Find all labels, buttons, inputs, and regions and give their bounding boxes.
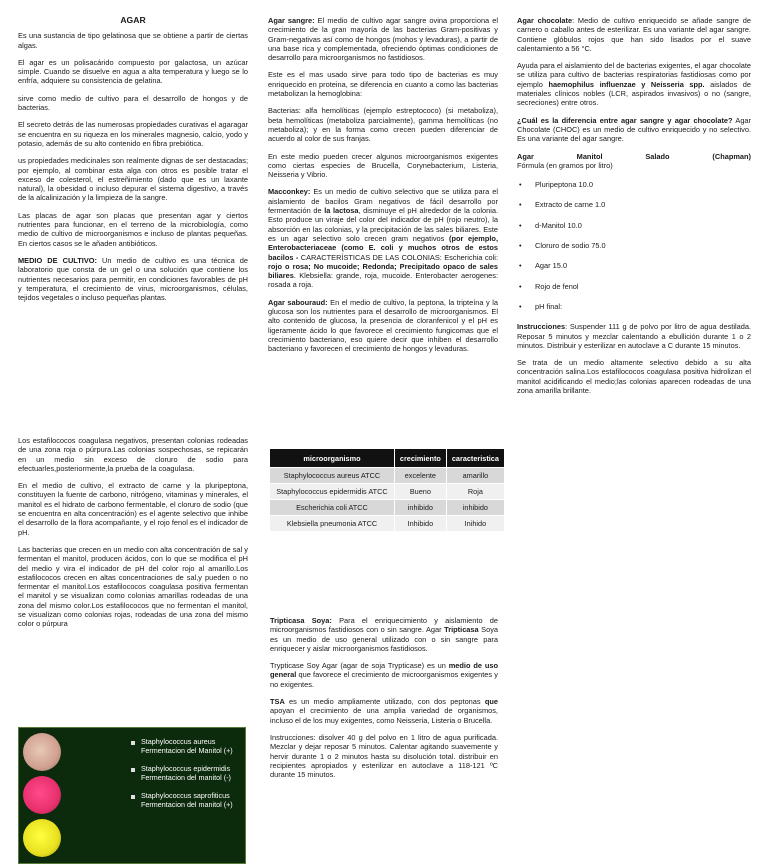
table-cell: Klebsiella pneumonia ATCC: [270, 516, 395, 532]
table-header: crecimiento: [394, 449, 446, 468]
bold-term: Macconkey:: [268, 187, 311, 197]
bold-term: Agar sabouraud:: [268, 297, 328, 307]
table-header: microorganismo: [270, 449, 395, 468]
petri-dish-aureus: [23, 733, 61, 771]
paragraph-text: que favorece el crecimiento de microorganismos exigentes y no exigentes.: [270, 670, 498, 689]
table-cell: Inihido: [446, 516, 504, 532]
bold-term: medio de uso general: [270, 661, 498, 680]
column-tripticasa: [270, 616, 498, 787]
table-header-row: [270, 449, 505, 468]
list-item: • Extracto de carne 1.0: [517, 200, 751, 209]
paragraph-text: . Klebsiella: grande, roja, mucoide. Enterobacter aerogenes: rosada a roja.: [268, 271, 498, 290]
table-cell: inhibido: [394, 500, 446, 516]
table-cell: amarillo: [446, 468, 504, 484]
table-cell: Roja: [446, 484, 504, 500]
photo-label: Staphylococcus epidermidis Fermentacion del manitol (-): [131, 765, 241, 782]
paragraph: Se trata de un medio altamente selectivo debido a su alta concentración salina.Los estafilococos coagulasa positiva hidrolizan el manitol acidificando el medio;las colonias aparecen rodeadas de una zona amarilla brillante.: [517, 358, 751, 396]
table-cell: Bueno: [394, 484, 446, 500]
paragraph: Las placas de agar son placas que presentan agar y ciertos nutrientes para funcionar, en el terreno de la microbiología, como medio de cultivo de microorganismos e incluso de plantas pequeñas. En ciertos casos se le añaden antibióticos.: [18, 210, 248, 248]
formula-heading: [517, 152, 751, 161]
table-row: [270, 516, 505, 532]
heading-word: Salado: [645, 151, 670, 161]
paragraph: Los estafilococos coagulasa negativos, presentan colonias rodeadas de una zona roja o púrpura.Las colonias sospechosas, se repicarán en un medio sin exceso de cloruro de sodio para efectuarles,posteriormente,la prueba de la coagulasa.: [18, 436, 248, 473]
formula-subtitle: Fórmula (en gramos por litro): [517, 160, 613, 170]
bold-term: rojo o rosa; No mucoide; Redonda; Precipitado opaco de sales biliares: [268, 261, 498, 281]
paragraph: Instrucciones: disolver 40 g del polvo en 1 litro de agua purificada. Mezclar y dejar reposar 5 minutos. Calentar agitando suavemente y hervir durante 1 o 2 minutos hasta su disolución total. distribuir en recipientes apropiados y esterilizar en autoclave a 118-121 ºC durante 15 minutos.: [270, 732, 498, 780]
list-item: • Pluripeptona 10.0: [517, 180, 751, 189]
paragraph: El agar es un polisacárido compuesto por galactosa, un azúcar simple. Cuando se disuelve en agua a alta temperatura y luego se lo enfría, adquiere su consistencia de gelatina.: [18, 57, 248, 86]
paragraph-agar-sangre: [268, 16, 498, 62]
list-item: • Cloruro de sodio 75.0: [517, 241, 751, 250]
bold-term: Agar sangre:: [268, 16, 315, 25]
table-cell: Staphylococcus aureus ATCC: [270, 468, 395, 484]
column-media: [268, 16, 498, 362]
bold-term: TSA: [270, 697, 285, 707]
paragraph: sirve como medio de cultivo para el desarrollo de hongos y de bacterias.: [18, 93, 248, 113]
paragraph-text: aislados de materiales clínicos nobles (LCR, aspirados invasivos) o no (sangre, secreciones) entre otros.: [517, 79, 751, 108]
list-item: • Agar 15.0: [517, 261, 751, 270]
heading-word: Agar: [517, 151, 534, 161]
petri-dishes: [23, 731, 63, 859]
column-agar: [18, 16, 248, 310]
list-item: • Rojo de fenol: [517, 282, 751, 291]
petri-dish-epidermidis: [23, 776, 61, 814]
bold-term: Tripticasa: [444, 625, 479, 635]
table-cell: Inhibido: [394, 516, 446, 532]
paragraph: Es una sustancia de tipo gelatinosa que se obtiene a partir de ciertas algas.: [18, 31, 248, 50]
bold-term: (por ejemplo, Enterobacteriaceae (como E. coli y muchos otros de estos bacilos -: [268, 233, 498, 262]
paragraph-text: Para el enriquecimiento y aislamiento de microorganismos fastidiosos con o sin sangre. Agar: [270, 616, 498, 635]
photo-labels: [131, 738, 241, 820]
bold-term: Agar chocolate: [517, 16, 573, 25]
bold-term: que: [484, 697, 498, 707]
bold-term: la lactosa: [324, 206, 359, 216]
list-item: • pH final:: [517, 302, 751, 311]
table-header: caracteristica: [446, 449, 504, 468]
list-item: • d-Manitol 10.0: [517, 221, 751, 230]
page-title: AGAR: [120, 15, 146, 25]
column-chocolate: [517, 16, 751, 403]
paragraph-text: : Medio de cultivo enriquecido se añade sangre de carnero o caballo antes de esterilizar. Es una variante del agar sangre. Contiene glóbulos rojos que han sido lisados por el suave calentamiento a 56 °C.: [517, 16, 751, 53]
paragraph: El secreto detrás de las numerosas propiedades curativas el agaragar se encuentra en su riqueza en los minerales magnesio, calcio, yodo y potasio, además de su alto contenido en fibra prebiótica.: [18, 120, 248, 148]
paragraph-agar-chocolate: [517, 16, 751, 53]
paragraph-text: Es un medio de cultivo selectivo que se utiliza para el aislamiento de bacilos Gram negativos de fácil desarrollo por fermentación de: [268, 187, 498, 216]
paragraph-text: : Suspender 111 g de polvo por litro de agua destilada. Reposar 5 minutos y mezclar calentando a ebullición durante 1 o 2 minutos. Distribuir y esterilizar en autoclave a C durante 15 minutos.: [517, 322, 751, 350]
paragraph-text: Soya es un medio de uso general utilizado con o sin sangre para enriquecer y aislar microorganismos fastidiosos.: [270, 625, 499, 653]
table-cell: inhibido: [446, 500, 504, 516]
paragraph-text: En el medio de cultivo, la peptona, la tripteína y la glucosa son los nutrientes para el desarrollo de microorganismos. El alto contenido de glucosa, la presencia de cloranfenicol y el pH es ligeramente ácido lo que favorece el crecimiento fungicomas que el crecimiento bacteriano, eso quiere decir que inhiben el desarrollo bacteriano y favorecen el crecimiento de hongos y levaduras.: [268, 297, 498, 354]
table-cell: Staphylococcus epidermidis ATCC: [270, 484, 395, 500]
paragraph-sabouraud: [268, 298, 498, 354]
paragraph-instructions: [517, 322, 751, 350]
table-row: [270, 484, 505, 500]
culture-plates-image: [18, 727, 246, 864]
heading-word: Manitol: [576, 151, 603, 161]
photo-label: Staphylococcus saprofiticus Fermentacion del manitol (+): [131, 792, 241, 809]
paragraph: En este medio pueden crecer algunos microorganismos exigentes como ciertas especies de Brucella, Corynebacterium, Listeria, Neisseria y Vibrio.: [268, 151, 498, 180]
paragraph-text: Trypticase Soy Agar (agar de soja Trypticase) es un: [270, 661, 449, 671]
table-row: [270, 500, 505, 516]
paragraph: Las bacterias que crecen en un medio con alta concentración de sal y fermentan el manitol, producen ácidos, con lo que se modifica el pH del medio y vira el indicador de pH del color rojo al amarillo.Los estafilococos crecen en altas concentraciones de sal,y pueden o no fermentar el manitol.Los estafilococos coagulasa positiva fermentan el manitol y se visualizan como colonias amarillas rodeadas de una zona del mismo color.Los estafilococos que no fermentan el manitol, se visualizan como colonias rojas, rodeadas de una zona del mismo color o púrpura: [18, 544, 248, 629]
paragraph-text: Ayuda para el aislamiento del de bacterias exigentes, el agar chocolate se utiliza para cultivo de bacterias respiratorias fastidiosas como por ejemplo: [517, 61, 751, 89]
paragraph-medio-cultivo: [18, 256, 248, 302]
photo-label: Staphylococcus aureus Fermentacion del Manitol (+): [131, 738, 241, 755]
paragraph: Este es el mas usado sirve para todo tipo de bacterias es muy enriquecido en proteina, se diferencia en cuanto a como las bacterias metabolizan la hemoglobina:: [268, 70, 498, 99]
bold-term: Tripticasa Soya:: [270, 616, 332, 625]
paragraph-text: es un medio ampliamente utilizado, con dos peptonas: [284, 697, 485, 707]
paragraph-text: CARACTERÍSTICAS DE LAS COLONIAS: Escherichia coli:: [300, 252, 498, 262]
bold-term: MEDIO DE CULTIVO:: [18, 255, 97, 265]
paragraph: Bacterias: alfa hemolíticas (ejemplo estreptococo) (si metaboliza), beta hemolíticas (metaboliza parcialmente), gamma hemolíticas (no metaboliza); y en la forma como crecen pueden diferenciar de acuerdo al color de sus franjas.: [268, 106, 498, 144]
paragraph-text: Agar Chocolate (CHOC) es un medio de cultivo enriquecido y no selectivo. Es una variante del agar sangre.: [517, 115, 751, 144]
bold-term: haemophilus influenzae y Neisseria spp.: [548, 79, 705, 89]
paragraph-text: , disminuye el pH alrededor de la colonia. Esto produce un viraje del color del indicador de pH (rojo neutro), la absorción en las colonias, y la precipitación de las sales biliares. Este es un agar selectivo solo crecen gram negativos: [268, 206, 498, 243]
paragraph-text: El medio de cultivo agar sangre ovina proporciona el crecimiento de la gran mayoría de las bacterias Gram-positivas y Gram-negativas así como de hongos (mohos y levaduras), a partir de una base rica y complementada, ofreciendo óptimas condiciones de desarrollo para microorganismos no fastidiosos.: [268, 16, 498, 63]
petri-dish-saprofiticus: [23, 819, 61, 857]
table-cell: excelente: [394, 468, 446, 484]
paragraph-tsa: [270, 697, 498, 725]
table-cell: Escherichia coli ATCC: [270, 500, 395, 516]
paragraph: [270, 661, 498, 689]
paragraph: En el medio de cultivo, el extracto de carne y la pluripeptona, constituyen la fuente de carbono, nitrógeno, vitaminas y minerales, el manitol es el hidrato de carbono fermentable, el cloruro de sodio (que se encuentra en alta concentración) es el agente selectivo que inhibe el desarrollo de la flora acompañante, y el rojo fenol es el indicador de pH.: [18, 481, 248, 537]
formula-list: [517, 180, 751, 311]
paragraph-tripticasa: [270, 616, 498, 653]
paragraph-text: Un medio de cultivo es una técnica de laboratorio que consta de un gel o una solución que contiene los nutrientes necesarios para permitir, en condiciones favorables de pH y temperatura, el crecimiento de virus, microorganismos, células, tejidos vegetales o incluso pequeñas plantas.: [18, 255, 248, 303]
bold-term: Instrucciones: [517, 322, 566, 332]
paragraph: us propiedades medicinales son realmente dignas de ser destacadas; por ejemplo, al combinar esta alga con otros es posible tratar el exceso de colesterol, el estreñimiento (dado que es un laxante natural), la obesidad o incluso depurar el sistema digestivo, a través de la alcalinización y la limpieza de la sangre.: [18, 156, 248, 203]
paragraph-macconkey: [268, 187, 498, 289]
heading-word: (Chapman): [712, 151, 751, 161]
table-row: [270, 468, 505, 484]
paragraph-question: [517, 116, 751, 144]
bold-term: ¿Cuál es la diferencia entre agar sangre y agar chocolate?: [517, 115, 733, 125]
paragraph: [517, 61, 751, 107]
column-estafilococos: [18, 436, 248, 637]
paragraph-text: apoyan el crecimiento de una amplia variedad de organismos, incluso el de los muy exigentes, como Neisseria, Listeria o Brucella.: [270, 706, 498, 725]
results-table: [269, 448, 505, 532]
